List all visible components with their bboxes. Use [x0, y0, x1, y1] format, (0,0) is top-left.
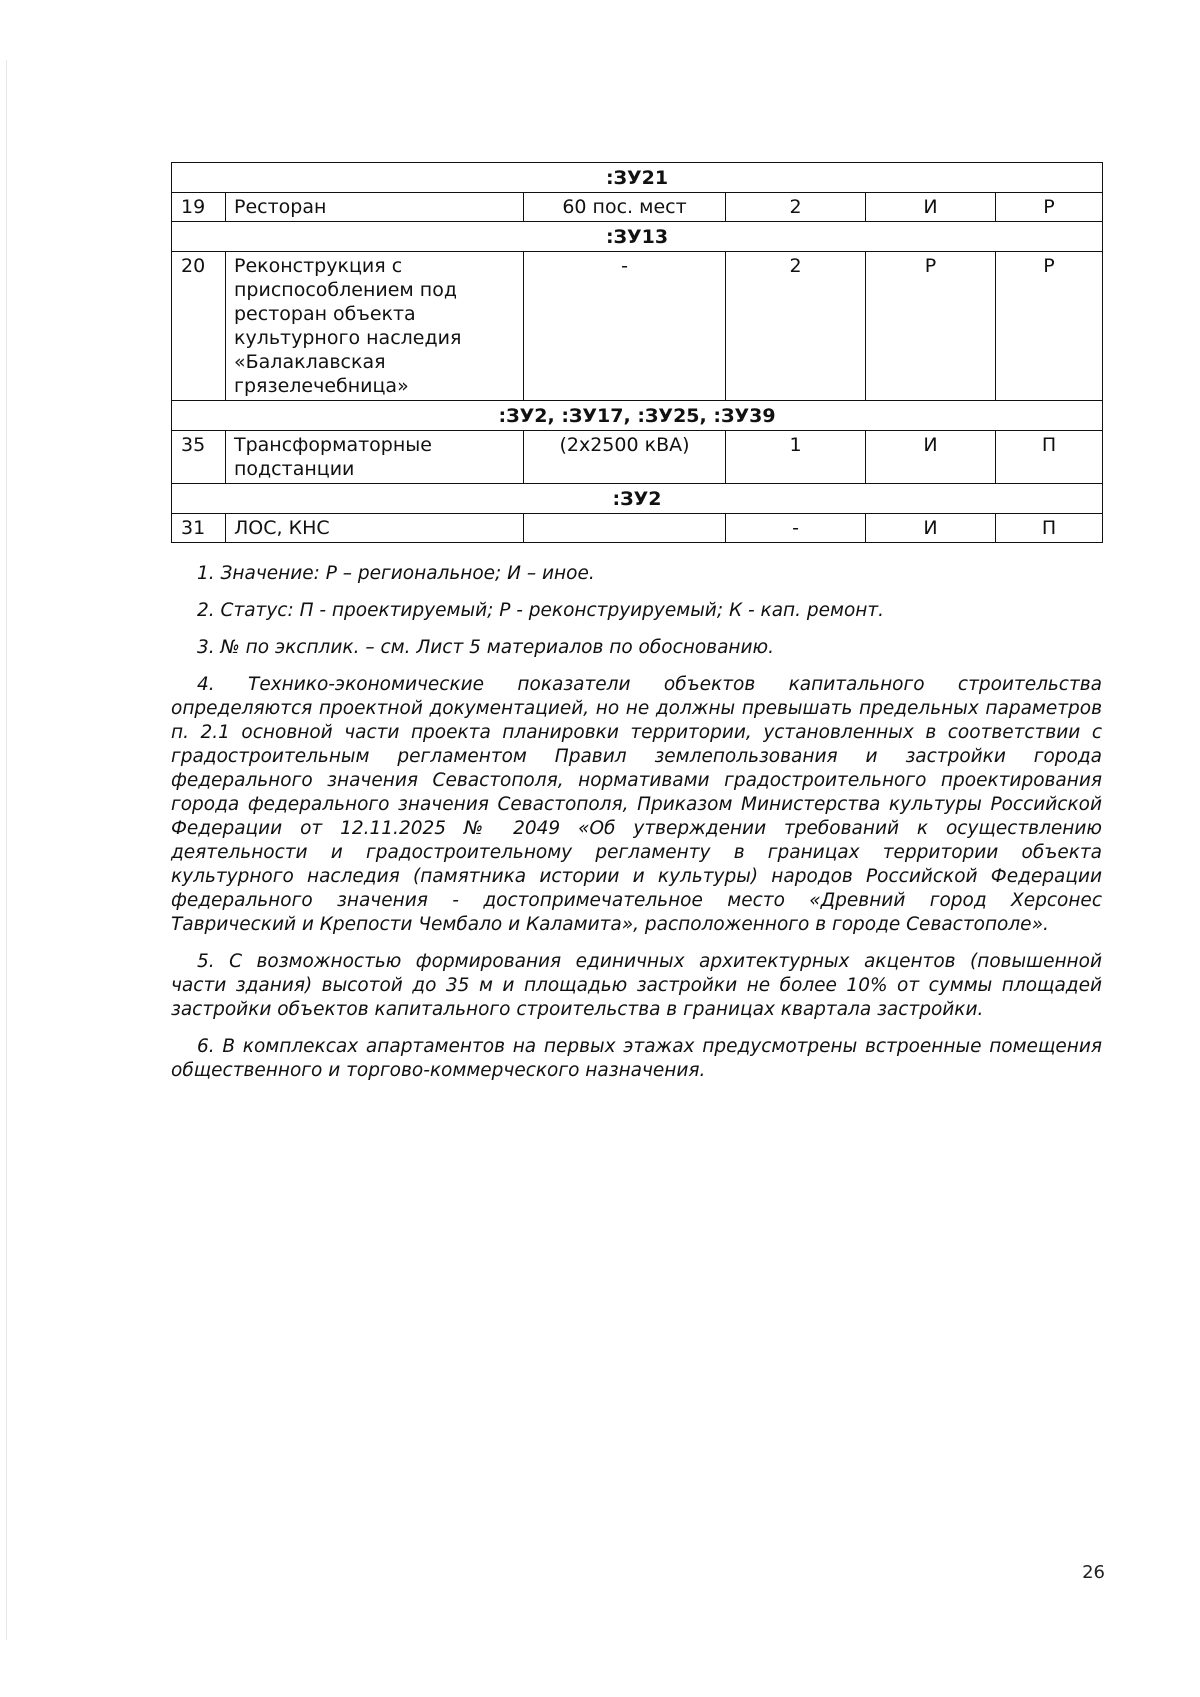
- objects-table: [171, 162, 1103, 543]
- row-number: 31: [172, 514, 226, 543]
- page-number: 26: [1082, 1562, 1105, 1583]
- table-row: [172, 431, 1103, 484]
- object-capacity: 60 пос. мест: [524, 193, 726, 222]
- object-name: ЛОС, КНС: [226, 514, 524, 543]
- object-count: 2: [726, 252, 866, 401]
- object-status: П: [996, 431, 1103, 484]
- group-title: :ЗУ21: [172, 163, 1103, 193]
- object-status: Р: [996, 252, 1103, 401]
- table-row: [172, 514, 1103, 543]
- object-significance: И: [866, 193, 996, 222]
- object-count: 2: [726, 193, 866, 222]
- object-status: П: [996, 514, 1103, 543]
- note-item: 6. В комплексах апартаментов на первых этажах предусмотрены встроенные помещения общественного и торгово-коммерческого назначения.: [171, 1036, 1102, 1081]
- row-number: 19: [172, 193, 226, 222]
- object-significance: Р: [866, 252, 996, 401]
- group-title: :ЗУ2, :ЗУ17, :ЗУ25, :ЗУ39: [172, 401, 1103, 431]
- object-capacity: -: [524, 252, 726, 401]
- notes-section: [171, 562, 1102, 1096]
- note-item: 5. С возможностью формирования единичных архитектурных акцентов (повышенной части здания) высотой до 35 м и площадью застройки не более 10% от суммы площадей застройки объектов капитального строительства в границах квартала застройки.: [171, 951, 1102, 1020]
- scan-edge-line: [6, 60, 7, 1640]
- object-name: Реконструкция с приспособлением под ресторан объекта культурного наследия «Балаклавская грязелечебница»: [226, 252, 524, 401]
- group-row: [172, 401, 1103, 431]
- object-status: Р: [996, 193, 1103, 222]
- object-capacity: [524, 514, 726, 543]
- row-number: 35: [172, 431, 226, 484]
- group-title: :ЗУ13: [172, 222, 1103, 252]
- object-significance: И: [866, 514, 996, 543]
- object-significance: И: [866, 431, 996, 484]
- row-number: 20: [172, 252, 226, 401]
- group-row: [172, 163, 1103, 193]
- object-name: Трансформаторные подстанции: [226, 431, 524, 484]
- table-row: [172, 252, 1103, 401]
- group-row: [172, 484, 1103, 514]
- note-item: 1. Значение: Р – региональное; И – иное.: [197, 563, 595, 584]
- object-count: -: [726, 514, 866, 543]
- object-count: 1: [726, 431, 866, 484]
- note-item: 2. Статус: П - проектируемый; Р - реконструируемый; К - кап. ремонт.: [197, 600, 885, 621]
- group-row: [172, 222, 1103, 252]
- table-row: [172, 193, 1103, 222]
- group-title: :ЗУ2: [172, 484, 1103, 514]
- note-item: 3. № по эксплик. – см. Лист 5 материалов по обоснованию.: [197, 637, 774, 658]
- note-item: 4. Технико-экономические показатели объектов капитального строительства определяются проектной документацией, но не должны превышать предельных параметров п. 2.1 основной части проекта планировки территории, установленных в соответствии с градостроительным регламентом Правил землепользования и застройки города федерального значения Севастополя, нормативами градостроительного проектирования города федерального значения Севастополя, Приказом Министерства культуры Российской Федерации от 12.11.2025 № 2049 «Об утверждении требований к осуществлению деятельности и градостроительному регламенту в границах территории объекта культурного наследия (памятника истории и культуры) народов Российской Федерации федерального значения - достопримечательное место «Древний город Херсонес Таврический и Крепости Чембало и Каламита», расположенного в городе Севастополе».: [171, 674, 1102, 935]
- object-capacity: (2х2500 кВА): [524, 431, 726, 484]
- object-name: Ресторан: [226, 193, 524, 222]
